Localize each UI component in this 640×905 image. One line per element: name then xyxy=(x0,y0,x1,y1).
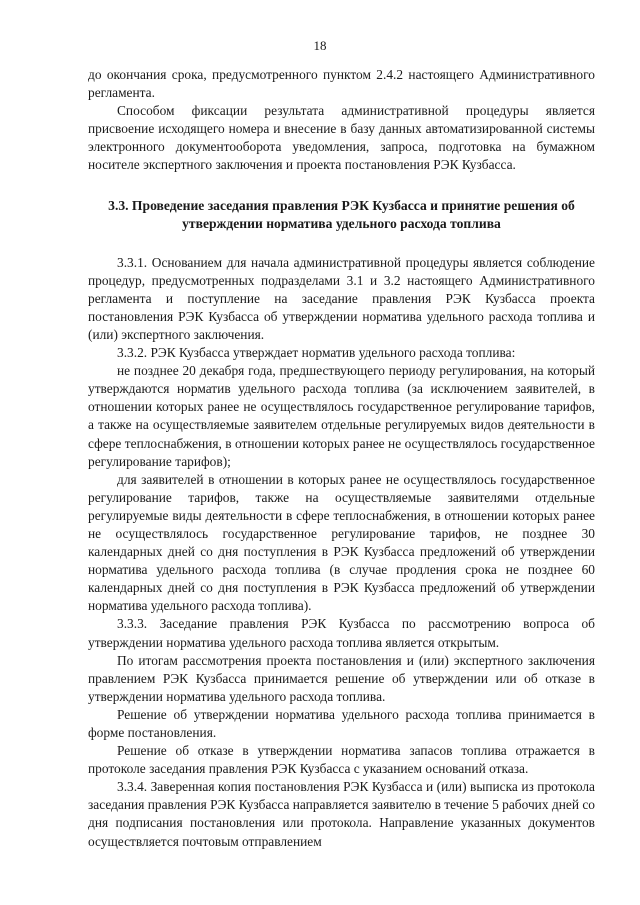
paragraph-fixation: Способом фиксации результата административной процедуры является присвоение исходящего номера и внесение в базу данных автоматизированной системы электронного документооборота уведомления, запроса, подготовка на бумажном носителе экспертного заключения и проекта постановления РЭК Кузбасса. xyxy=(88,103,595,173)
section-heading: 3.3. Проведение заседания правления РЭК Кузбасса и принятие решения об утверждении норматива удельного расхода топлива xyxy=(108,197,575,232)
paragraph-continued: до окончания срока, предусмотренного пунктом 2.4.2 настоящего Административного регламента. xyxy=(88,67,595,101)
page-number: 18 xyxy=(313,38,327,53)
paragraph-deadline-december: не позднее 20 декабря года, предшествующего периоду регулирования, на который утверждаются норматив удельного расхода топлива (за исключением заявителей, в отношении которых ранее не осуществлялось государственное регулирование тарифов, а также на осуществляемые заявителем отдельные регулируемых видов деятельности в сфере теплоснабжения, в отношении которых ранее не осуществлялось государственное регулирование тарифов); xyxy=(88,363,595,469)
paragraph-deadline-new-applicants: для заявителей в отношении в которых ранее не осуществлялось государственное регулирование тарифов, также на осуществляемые заявителями отдельные регулируемые виды деятельности в сфере теплоснабжения, в отношении которых ранее не осуществлялось государственное регулирование тарифов, не позднее 30 календарных дней со дня поступления в РЭК Кузбасса предложений об утверждении норматива удельного расхода топлива (в случае продления срока не позднее 60 календарных дней со дня поступления в РЭК Кузбасса предложений об утверждении норматива удельного расхода топлива). xyxy=(88,471,595,614)
page-content xyxy=(88,66,595,851)
paragraph-3-3-2: 3.3.2. РЭК Кузбасса утверждает норматив удельного расхода топлива: xyxy=(117,345,516,361)
paragraph-review-results: По итогам рассмотрения проекта постановления и (или) экспертного заключения правлением РЭК Кузбасса принимается решение об утверждении или об отказе в утверждении норматива удельного расхода топлива. xyxy=(88,652,595,704)
paragraph-refusal: Решение об отказе в утверждении норматива запасов топлива отражается в протоколе заседания правления РЭК Кузбасса с указанием оснований отказа. xyxy=(88,743,595,777)
paragraph-3-3-4: 3.3.4. Заверенная копия постановления РЭК Кузбасса и (или) выписка из протокола заседания правления РЭК Кузбасса направляется заявителю в течение 5 рабочих дней со дня подписания постановления или протокола. Направление указанных документов осуществляется почтовым отправлением xyxy=(88,779,595,849)
paragraph-3-3-1: 3.3.1. Основанием для начала административной процедуры является соблюдение процедур, предусмотренных подразделами 3.1 и 3.2 настоящего Административного регламента и поступление на заседание правления РЭК Кузбасса проекта постановления РЭК Кузбасса об утверждении норматива удельного расхода топлива и (или) экспертного заключения. xyxy=(88,254,595,342)
paragraph-decision-form: Решение об утверждении норматива удельного расхода топлива принимается в форме постановления. xyxy=(88,706,595,740)
paragraph-3-3-3: 3.3.3. Заседание правления РЭК Кузбасса по рассмотрению вопроса об утверждении норматива удельного расхода топлива является открытым. xyxy=(88,616,595,650)
